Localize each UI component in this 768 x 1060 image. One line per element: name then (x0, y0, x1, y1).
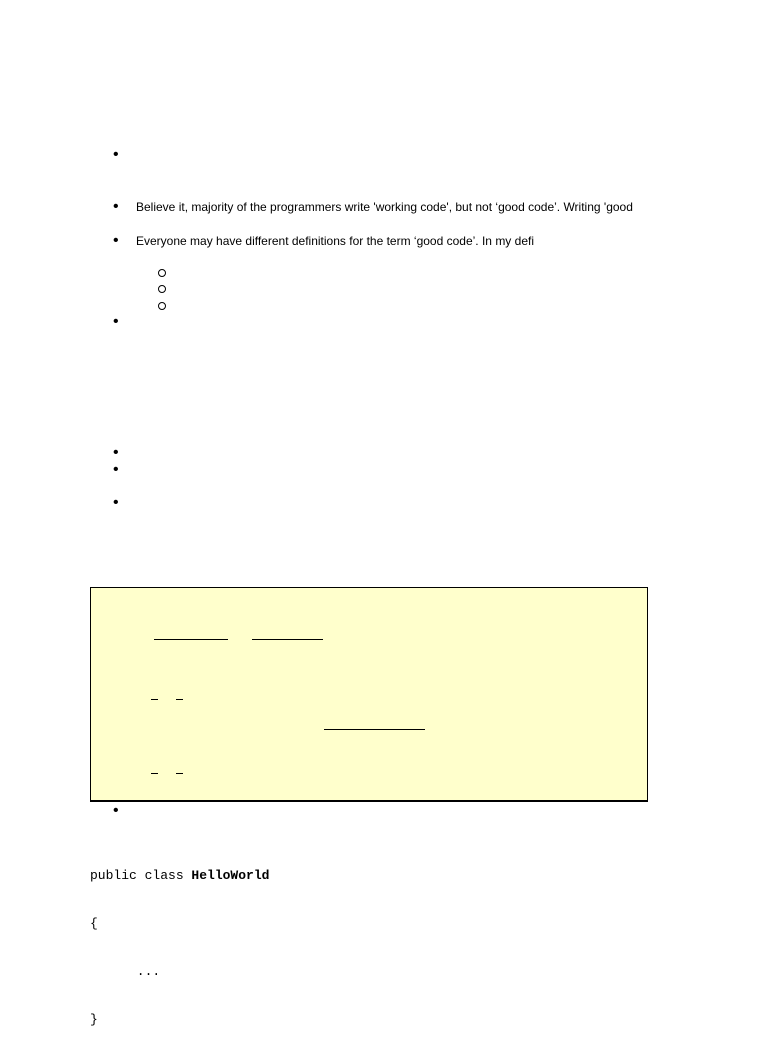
code-line: ... (90, 964, 161, 979)
dash-mark (151, 773, 158, 774)
code-line: } (90, 1012, 98, 1027)
paragraph-line: Everyone may have different definitions for the term ‘good code’. In my defi (136, 234, 534, 248)
list-bullet (113, 203, 121, 211)
list-bullet (113, 318, 121, 326)
code-line (90, 868, 269, 884)
sub-list-bullet (158, 285, 166, 293)
dash-mark (151, 699, 158, 700)
list-bullet (113, 449, 121, 457)
underlined-blank (154, 639, 228, 640)
sub-list-bullet (158, 302, 166, 310)
list-bullet (113, 237, 121, 245)
note-box (90, 587, 648, 802)
dash-mark (176, 773, 183, 774)
code-keyword: public class (90, 868, 192, 883)
dash-mark (176, 699, 183, 700)
code-block (90, 836, 269, 1060)
sub-list-bullet (158, 269, 166, 277)
underlined-blank (252, 639, 323, 640)
list-bullet (113, 151, 121, 159)
code-class-name: HelloWorld (191, 868, 270, 883)
underlined-blank (324, 729, 425, 730)
list-bullet (113, 807, 121, 815)
code-line: { (90, 916, 98, 931)
list-bullet (113, 466, 121, 474)
paragraph-line: Believe it, majority of the programmers write 'working code', but not ‘good code’. Writing 'good (136, 200, 633, 214)
list-bullet (113, 499, 121, 507)
